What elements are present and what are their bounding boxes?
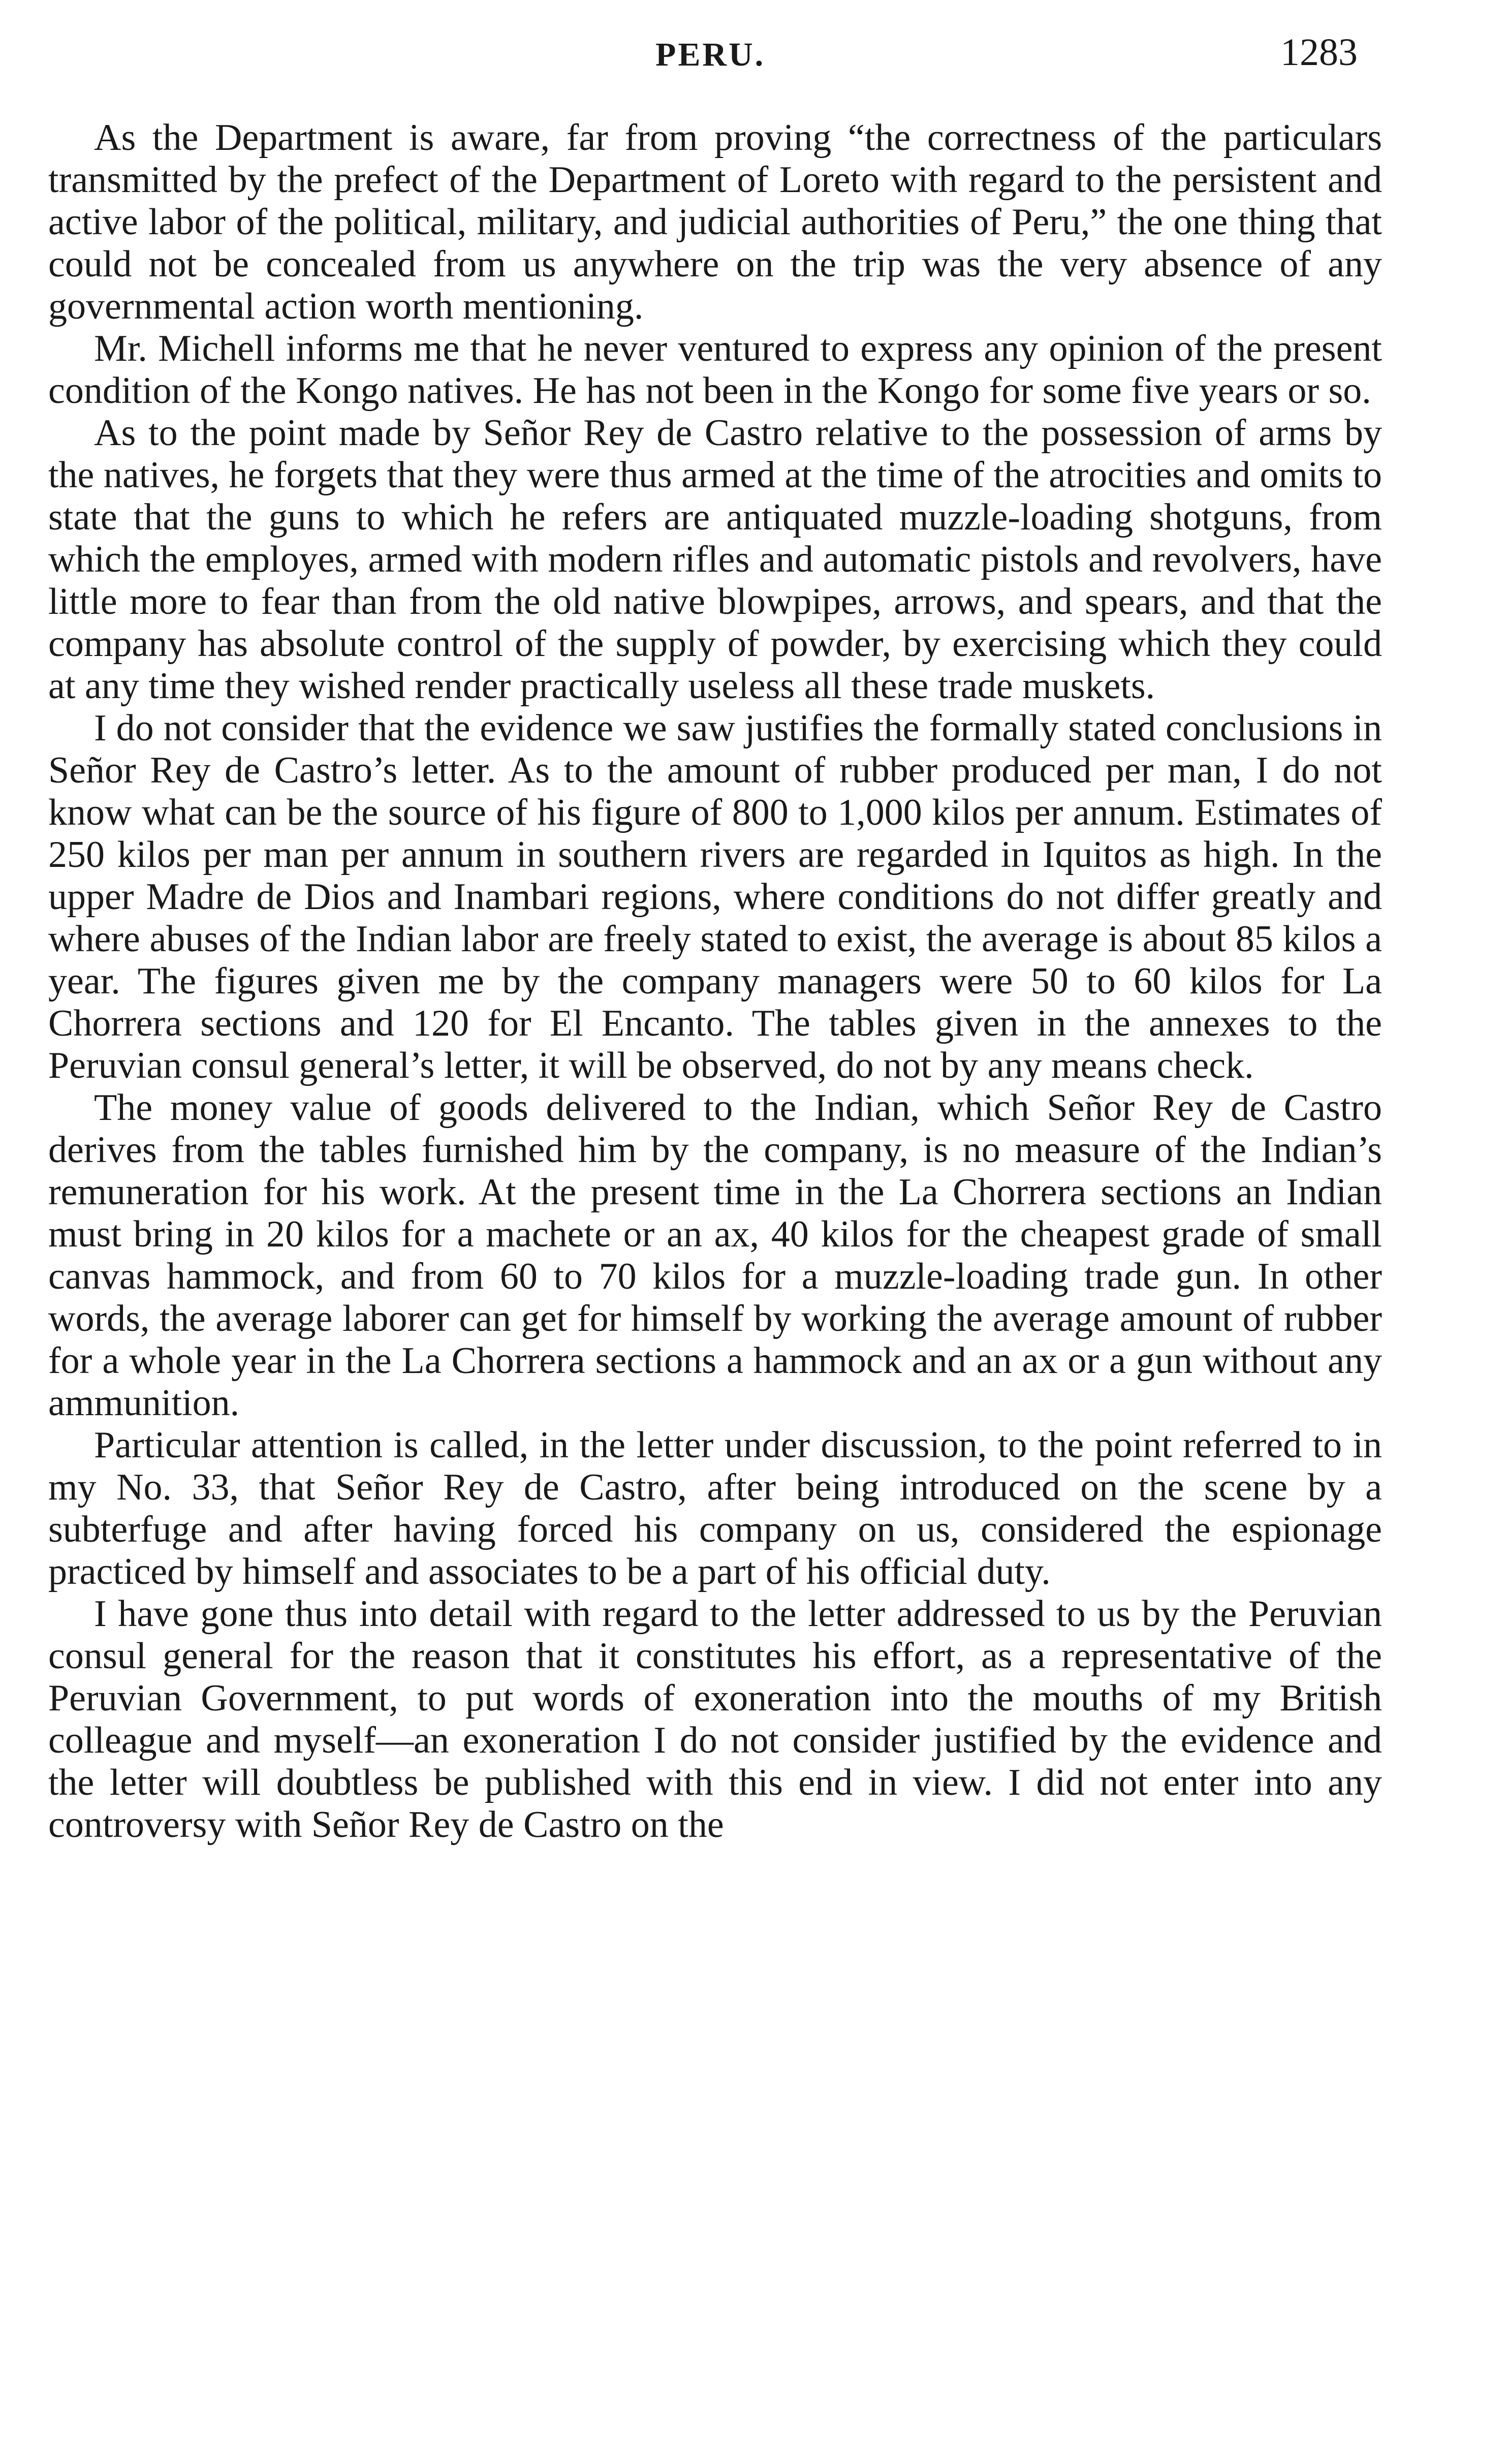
page-number: 1283 [1280, 31, 1358, 74]
paragraph-5: The money value of goods delivered to the Indian, which Señor Rey de Castro derives from the tables furnished him by the company, is no measure of the Indian’s remuneration for his work. At the present time in the La Chorrera sections an Indian must bring in 20 kilos for a machete or an ax, 40 kilos for the cheapest grade of small canvas hammock, and from 60 to 70 kilos for a muzzle-loading trade gun. In other words, the average laborer can get for himself by working the average amount of rubber for a whole year in the La Chorrera sections a hammock and an ax or a gun without any ammunition. [48, 1087, 1382, 1424]
body-text [48, 117, 1382, 1846]
paragraph-1: As the Department is aware, far from proving “the correctness of the particulars transmitted by the prefect of the Department of Loreto with regard to the persistent and active labor of the political, military, and judicial authorities of Peru,” the one thing that could not be concealed from us anywhere on the trip was the very absence of any governmental action worth mentioning. [48, 117, 1382, 327]
paragraph-6: Particular attention is called, in the letter under discussion, to the point referred to in my No. 33, that Señor Rey de Castro, after being introduced on the scene by a subterfuge and after having forced his company on us, considered the espionage practiced by himself and associates to be a part of his official duty. [48, 1424, 1382, 1593]
page-header [0, 30, 1508, 91]
paragraph-3: As to the point made by Señor Rey de Castro relative to the possession of arms by the natives, he forgets that they were thus armed at the time of the atrocities and omits to state that the guns to which he refers are antiquated muzzle-loading shotguns, from which the employes, armed with modern rifles and automatic pistols and revolvers, have little more to fear than from the old native blowpipes, arrows, and spears, and that the company has absolute control of the supply of powder, by exercising which they could at any time they wished render practically useless all these trade muskets. [48, 412, 1382, 707]
paragraph-2: Mr. Michell informs me that he never ventured to express any opinion of the present condition of the Kongo natives. He has not been in the Kongo for some five years or so. [48, 328, 1382, 412]
running-head: PERU. [655, 36, 766, 73]
paragraph-7: I have gone thus into detail with regard to the letter addressed to us by the Peruvian consul general for the reason that it constitutes his effort, as a representative of the Peruvian Government, to put words of exoneration into the mouths of my British colleague and myself—an exoneration I do not consider justified by the evidence and the letter will doubtless be published with this end in view. I did not enter into any controversy with Señor Rey de Castro on the [48, 1593, 1382, 1846]
paragraph-4: I do not consider that the evidence we saw justifies the formally stated conclusions in Señor Rey de Castro’s letter. As to the amount of rubber produced per man, I do not know what can be the source of his figure of 800 to 1,000 kilos per annum. Estimates of 250 kilos per man per annum in southern rivers are regarded in Iquitos as high. In the upper Madre de Dios and Inambari regions, where conditions do not differ greatly and where abuses of the Indian labor are freely stated to exist, the average is about 85 kilos a year. The figures given me by the company managers were 50 to 60 kilos for La Chorrera sections and 120 for El Encanto. The tables given in the annexes to the Peruvian consul general’s letter, it will be observed, do not by any means check. [48, 707, 1382, 1086]
